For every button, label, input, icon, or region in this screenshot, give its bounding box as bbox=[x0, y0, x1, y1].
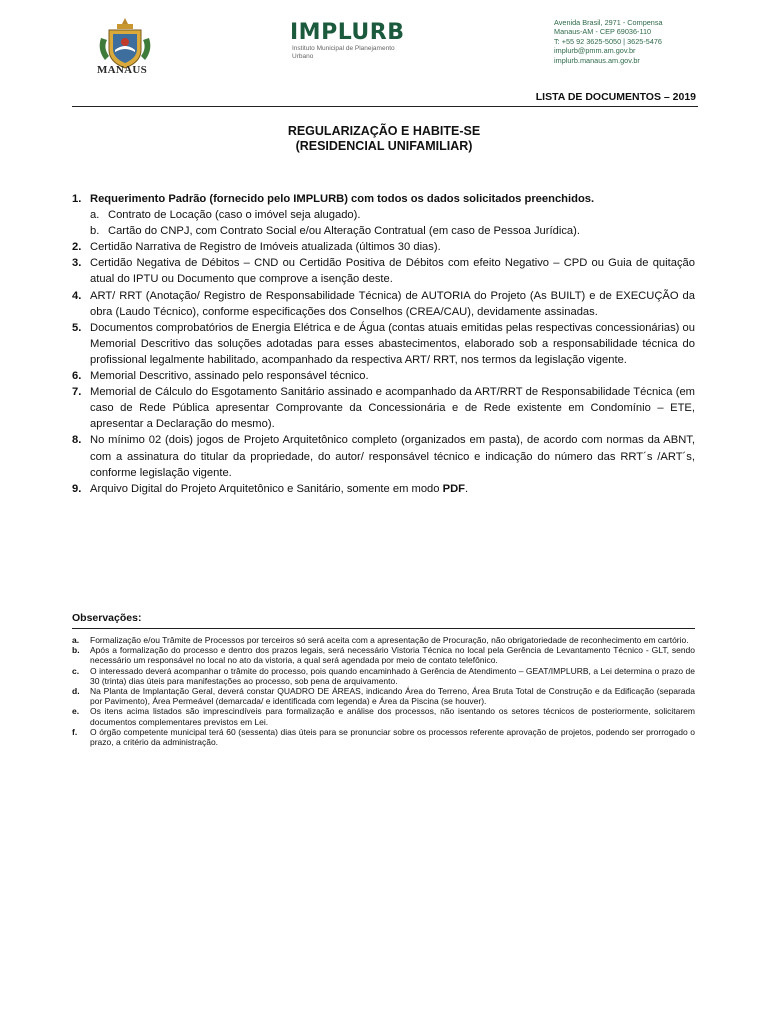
item-text: Certidão Narrativa de Registro de Imóveis atualizada (últimos 30 dias). bbox=[90, 241, 441, 254]
observation-text: Na Planta de Implantação Geral, deverá constar QUADRO DE ÁREAS, indicando Área do Terreno, Área Bruta Total de Construção e da Edificação (separada por Pavimento), Área Permeável (demarcada/ e identificada com legenda) e Área da Piscina (se houver). bbox=[90, 686, 695, 707]
agency-subtitle: Instituto Municipal de Planejamento Urbano bbox=[292, 45, 395, 60]
page-header bbox=[0, 0, 768, 103]
document-title bbox=[0, 124, 768, 154]
observation-text: O órgão competente municipal terá 60 (sessenta) dias úteis para se pronunciar sobre os processos referente aprovação de projetos, podendo ser prorrogado o prazo, a critério da administração. bbox=[90, 726, 695, 748]
sub-item bbox=[72, 223, 695, 239]
item-text: Memorial Descritivo, assinado pelo responsável técnico. bbox=[90, 370, 369, 383]
item-number: 6. bbox=[72, 370, 82, 383]
title-line-2: (RESIDENCIAL UNIFAMILIAR) bbox=[295, 139, 473, 153]
sub-item-letter: b. bbox=[90, 225, 100, 238]
observation-item bbox=[72, 686, 695, 706]
observation-letter: d. bbox=[72, 686, 80, 697]
observations-divider bbox=[72, 628, 695, 629]
contact-email[interactable]: implurb@pmm.am.gov.br bbox=[554, 46, 636, 56]
observation-text: O interessado deverá acompanhar o trâmite do processo, pois quando encaminhado à Gerência de Atendimento – GEAT/IMPLURB, a Lei determina o prazo de 30 (trinta) dias úteis para manifestações ao processo, sob pena de arquivamento. bbox=[90, 665, 695, 686]
item-number: 5. bbox=[72, 321, 82, 334]
pdf-mode-label: PDF bbox=[442, 482, 465, 495]
item-number: 2. bbox=[72, 241, 82, 254]
item-number: 3. bbox=[72, 257, 82, 270]
sub-item-text: Cartão do CNPJ, com Contrato Social e/ou Alteração Contratual (em caso de Pessoa Jurídica). bbox=[108, 225, 580, 238]
item-text: Memorial de Cálculo do Esgotamento Sanitário assinado e acompanhado da ART/RRT de Responsabilidade Técnica (em caso de Rede Pública apresentar Comprovante da Concessionária e de Rede existente em Condomínio – ETE, apresentar a Declaração do mesmo). bbox=[90, 386, 695, 431]
document-list bbox=[72, 191, 695, 497]
contact-phone: T: +55 92 3625-5050 | 3625-5476 bbox=[554, 36, 662, 46]
list-item bbox=[72, 288, 695, 320]
title-line-1: REGULARIZAÇÃO E HABITE-SE bbox=[287, 124, 481, 138]
city-name: MANAUS bbox=[96, 64, 148, 76]
item-text: Certidão Negativa de Débitos – CND ou Certidão Positiva de Débitos com efeito Negativo – CPD ou Guia de quitação atual do IPTU ou Documento que comprove a isenção deste. bbox=[90, 257, 695, 286]
item-number: 4. bbox=[72, 289, 82, 302]
item-text bbox=[90, 481, 695, 497]
observation-text: Formalização e/ou Trâmite de Processos por terceiros só será aceita com a apresentação de Procuração, não obrigatoriedade de reconhecimento em cartório. bbox=[90, 635, 689, 645]
contact-block bbox=[554, 18, 754, 65]
observation-item bbox=[72, 635, 695, 645]
item-text: Requerimento Padrão (fornecido pelo IMPLURB) com todos os dados solicitados preenchidos. bbox=[90, 193, 595, 205]
item-text-main: Arquivo Digital do Projeto Arquitetônico e Sanitário, somente em modo bbox=[90, 482, 443, 495]
list-item bbox=[72, 432, 695, 480]
list-item bbox=[72, 320, 695, 368]
list-item bbox=[72, 191, 695, 207]
sub-item bbox=[72, 207, 695, 223]
header-divider bbox=[72, 106, 698, 107]
agency-logo: IMPLURB bbox=[290, 20, 405, 45]
observation-letter: f. bbox=[72, 726, 78, 737]
contact-address: Avenida Brasil, 2971 - Compensa bbox=[554, 18, 663, 27]
item-number: 9. bbox=[72, 482, 82, 495]
item-text-tail: . bbox=[464, 482, 469, 495]
list-title: LISTA DE DOCUMENTOS – 2019 bbox=[535, 91, 696, 103]
sub-item-text: Contrato de Locação (caso o imóvel seja alugado). bbox=[108, 209, 361, 222]
list-item bbox=[72, 368, 695, 384]
item-text: No mínimo 02 (dois) jogos de Projeto Arquitetônico completo (organizados em pasta), de acordo com normas da ABNT, com a assinatura do titular da propriedade, do autor/ responsável técnico e indicação do número das RRT´s /ART´s, conforme legislação vigente. bbox=[90, 434, 695, 479]
observations-title: Observações: bbox=[72, 612, 142, 624]
contact-city: Manaus-AM - CEP 69036-110 bbox=[554, 27, 652, 37]
item-text: Documentos comprobatórios de Energia Elétrica e de Água (contas atuais emitidas pelas respectivas concessionárias) ou Memorial Descritivo das soluções adotadas para esses abastecimentos, elaborado sob a responsabilidade técnica do profissional legalmente habilitado, acompanhado da respectiva ART/ RRT, nos termos da legislação vigente. bbox=[90, 321, 695, 366]
observation-text: Os itens acima listados são imprescindíveis para formalização e análise dos processos, não isentando os setores técnicos de posteriormente, solicitarem documentos complementares previstos em Lei. bbox=[90, 706, 695, 727]
observation-letter: c. bbox=[72, 665, 80, 676]
observation-letter: b. bbox=[72, 645, 80, 656]
list-item bbox=[72, 384, 695, 432]
item-number: 8. bbox=[72, 434, 82, 447]
observation-item bbox=[72, 666, 695, 686]
observation-letter: a. bbox=[72, 635, 80, 645]
list-item bbox=[72, 239, 695, 255]
item-number: 1. bbox=[72, 193, 82, 205]
observation-item bbox=[72, 706, 695, 726]
observations-list bbox=[72, 635, 695, 747]
observation-item bbox=[72, 645, 695, 665]
item-text: ART/ RRT (Anotação/ Registro de Responsabilidade Técnica) de AUTORIA do Projeto (As BUILT) e de EXECUÇÃO da obra (Laudo Técnico), conforme especificações dos Conselhos (CREA/CAU), devidamente assinadas. bbox=[90, 289, 695, 318]
observation-letter: e. bbox=[72, 706, 80, 717]
sub-item-letter: a. bbox=[90, 209, 100, 222]
contact-website[interactable]: implurb.manaus.am.gov.br bbox=[554, 55, 640, 65]
observation-item bbox=[72, 727, 695, 747]
list-item bbox=[72, 255, 695, 287]
list-item bbox=[72, 481, 695, 497]
observation-text: Após a formalização do processo e dentro dos prazos legais, será necessário Vistoria Técnica no local pela Gerência de Levantamento Técnico - GLT, sendo necessário um responsável no local no ato da vistoria, a qual será agendada por meio de contato telefônico. bbox=[90, 645, 695, 666]
item-number: 7. bbox=[72, 386, 82, 399]
